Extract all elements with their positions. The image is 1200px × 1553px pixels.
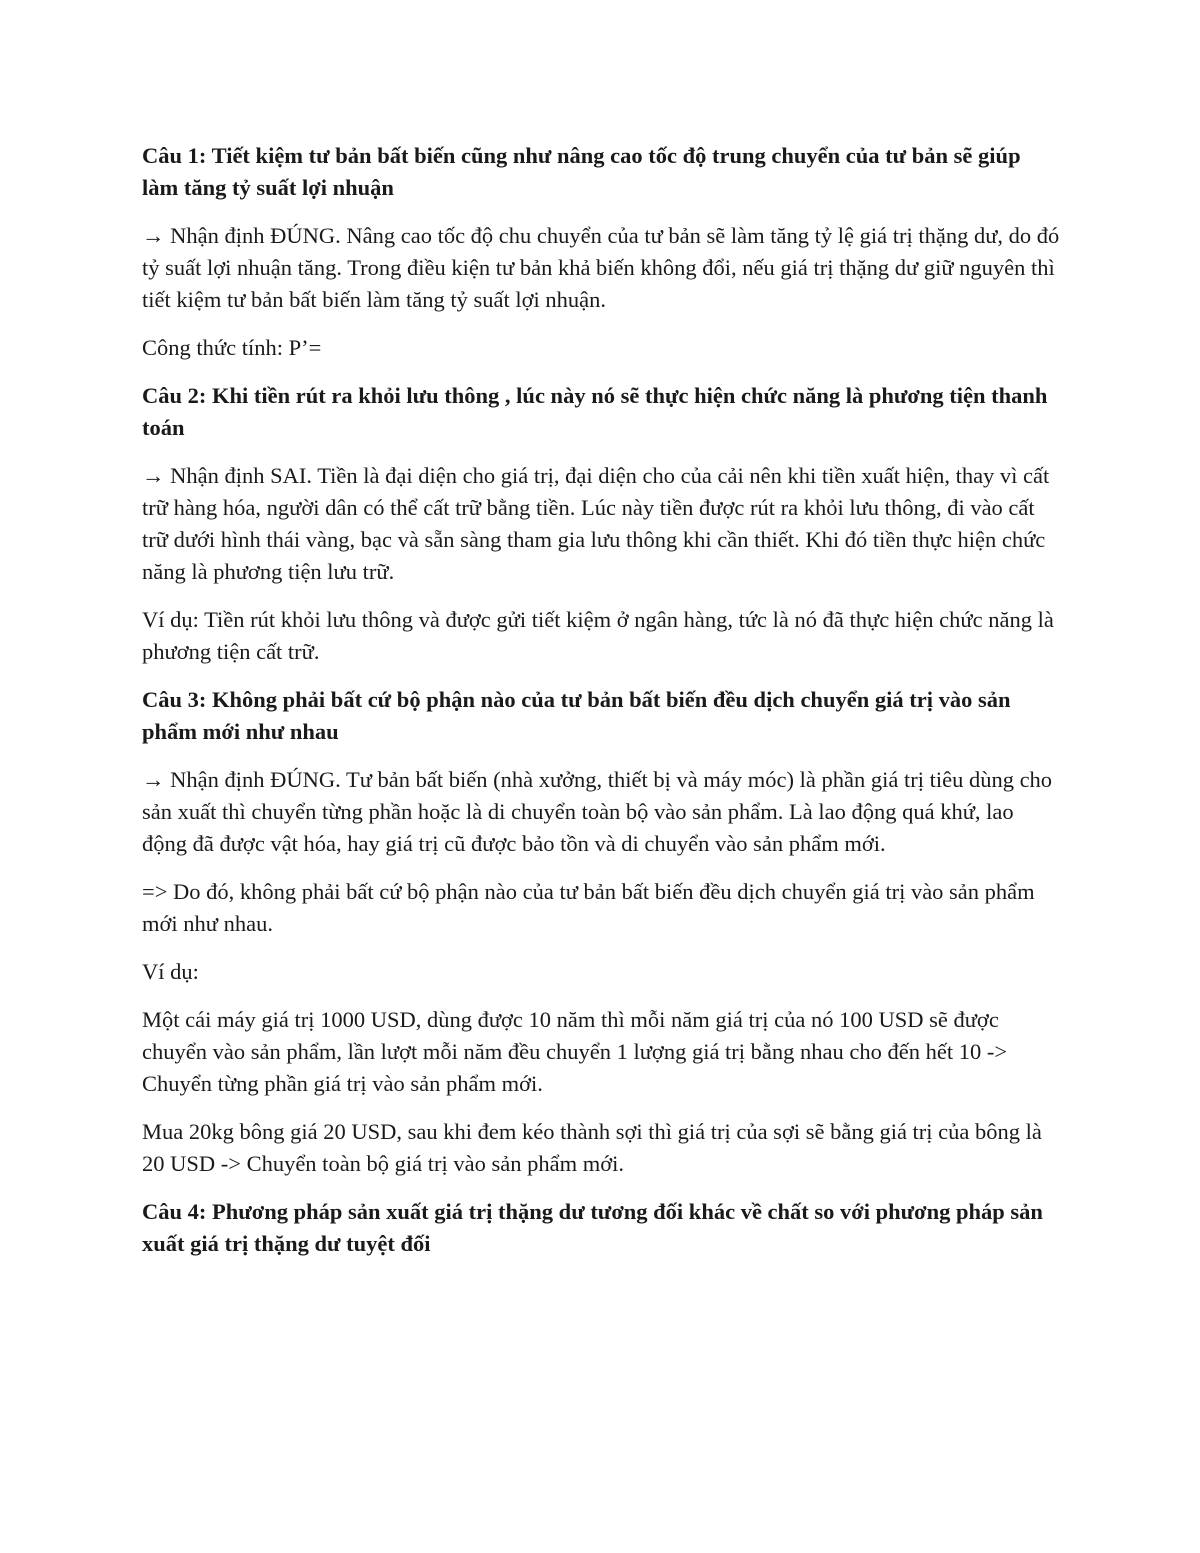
question-4-heading: Câu 4: Phương pháp sản xuất giá trị thặng dư tương đối khác về chất so với phương pháp sản xuất giá trị thặng dư tuyệt đối bbox=[142, 1199, 1043, 1256]
question-2-answer: → Nhận định SAI. Tiền là đại diện cho giá trị, đại diện cho của cải nên khi tiền xuất hiện, thay vì cất trữ hàng hóa, người dân có thể cất trữ bằng tiền. Lúc này tiền được rút ra khỏi lưu thông, đi vào cất trữ dưới hình thái vàng, bạc và sẵn sàng tham gia lưu thông khi cần thiết. Khi đó tiền thực hiện chức năng là phương tiện lưu trữ. bbox=[142, 463, 1050, 584]
question-3-heading: Câu 3: Không phải bất cứ bộ phận nào của tư bản bất biến đều dịch chuyển giá trị vào sản phẩm mới như nhau bbox=[142, 687, 1011, 744]
question-2-heading: Câu 2: Khi tiền rút ra khỏi lưu thông , lúc này nó sẽ thực hiện chức năng là phương tiện thanh toán bbox=[142, 383, 1048, 440]
question-3-example-1: Một cái máy giá trị 1000 USD, dùng được 10 năm thì mỗi năm giá trị của nó 100 USD sẽ được chuyển vào sản phẩm, lần lượt mỗi năm đều chuyển 1 lượng giá trị bằng nhau cho đến hết 10 -> Chuyển từng phần giá trị vào sản phẩm mới. bbox=[142, 1007, 1008, 1096]
question-3-conclusion: => Do đó, không phải bất cứ bộ phận nào của tư bản bất biến đều dịch chuyển giá trị vào sản phẩm mới như nhau. bbox=[142, 879, 1035, 936]
question-3-example-label: Ví dụ: bbox=[142, 959, 199, 984]
question-2-example: Ví dụ: Tiền rút khỏi lưu thông và được gửi tiết kiệm ở ngân hàng, tức là nó đã thực hiện chức năng là phương tiện cất trữ. bbox=[142, 607, 1054, 664]
question-3-example-2: Mua 20kg bông giá 20 USD, sau khi đem kéo thành sợi thì giá trị của sợi sẽ bằng giá trị của bông là 20 USD -> Chuyển toàn bộ giá trị vào sản phẩm mới. bbox=[142, 1119, 1042, 1176]
question-3-answer: → Nhận định ĐÚNG. Tư bản bất biến (nhà xưởng, thiết bị và máy móc) là phần giá trị tiêu dùng cho sản xuất thì chuyển từng phần hoặc là di chuyển toàn bộ vào sản phẩm. Là lao động quá khứ, lao động đã được vật hóa, hay giá trị cũ được bảo tồn và di chuyển vào sản phẩm mới. bbox=[142, 767, 1053, 856]
question-1-formula: Công thức tính: P’= bbox=[142, 335, 322, 360]
question-1-answer: → Nhận định ĐÚNG. Nâng cao tốc độ chu chuyển của tư bản sẽ làm tăng tỷ lệ giá trị thặng dư, do đó tỷ suất lợi nhuận tăng. Trong điều kiện tư bản khả biến không đổi, nếu giá trị thặng dư giữ nguyên thì tiết kiệm tư bản bất biến làm tăng tỷ suất lợi nhuận. bbox=[142, 223, 1060, 312]
document-body bbox=[142, 140, 1062, 1276]
question-1-heading: Câu 1: Tiết kiệm tư bản bất biến cũng như nâng cao tốc độ trung chuyển của tư bản sẽ giúp làm tăng tỷ suất lợi nhuận bbox=[142, 143, 1021, 200]
